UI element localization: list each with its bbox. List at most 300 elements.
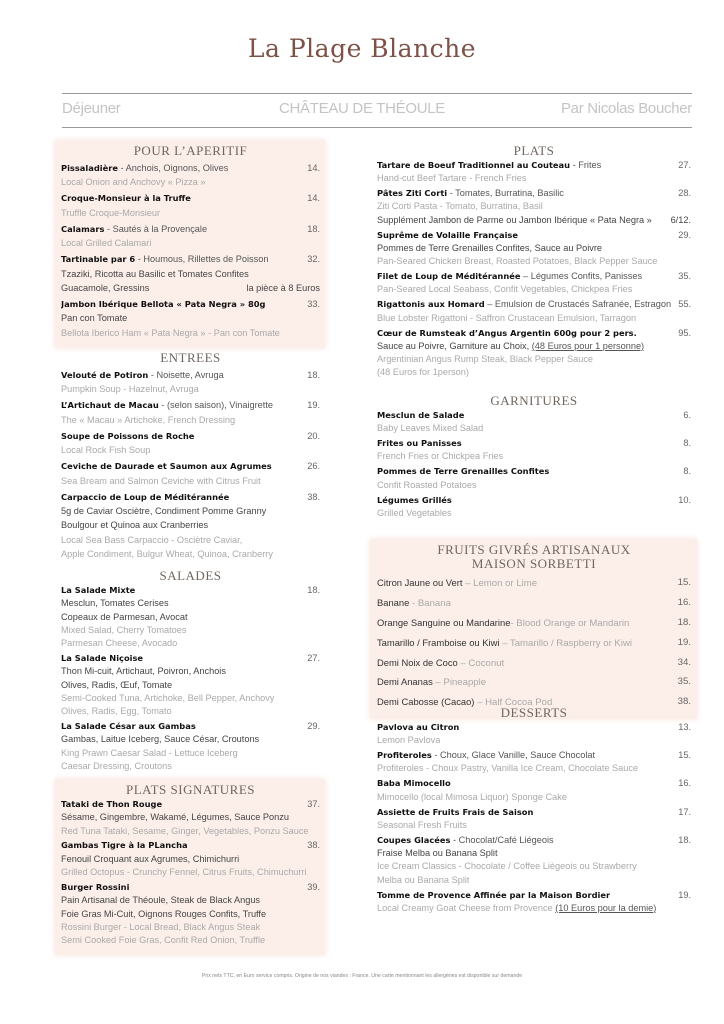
menu-item xyxy=(61,368,320,397)
menu-item-name: La Salade Niçoise xyxy=(61,653,144,664)
section-title-sub: MAISON SORBETTI xyxy=(471,556,597,571)
section-plats xyxy=(370,140,697,387)
english-translation xyxy=(61,474,261,488)
section-title-text: GARNITURES xyxy=(490,393,578,408)
menu-item-price: 6. xyxy=(683,410,691,420)
menu-item xyxy=(61,429,320,458)
menu-item-name: Tamarillo / Framboise ou Kiwi xyxy=(377,636,500,648)
line-text: The « Macau » Artichoke, French Dressing xyxy=(61,414,236,425)
menu-item-header xyxy=(377,673,691,691)
line-text: Hand-cut Beef Tartare - French Fries xyxy=(377,173,527,184)
menu-item xyxy=(377,749,691,776)
menu-item-name: Pâtes Ziti Corti xyxy=(377,188,448,199)
menu-item-text xyxy=(377,574,537,592)
line-text: Olives, Radis, Egg, Tomato xyxy=(61,706,172,717)
menu-item-header xyxy=(61,839,320,852)
section-title xyxy=(61,351,320,365)
line-text: Profiteroles - Choux Pastry, Vanilla Ice Cream, Chocolate Sauce xyxy=(377,763,639,774)
menu-item-line xyxy=(377,242,691,255)
menu-item-line xyxy=(377,507,691,520)
english-translation xyxy=(61,624,186,637)
menu-item-price: 19. xyxy=(677,636,691,648)
line-text: Guacamole, Gressins xyxy=(61,283,150,294)
french-description xyxy=(61,853,239,866)
menu-item-header xyxy=(377,834,691,847)
menu-item xyxy=(377,494,691,521)
french-description xyxy=(61,281,149,295)
menu-item-description: – Lemon or Lime xyxy=(462,578,538,589)
menu-item-line xyxy=(377,422,691,435)
menu-item xyxy=(61,584,320,650)
line-text: Local Sea Bass Carpaccio - Osciètre Caviar, xyxy=(61,534,243,545)
menu-item-text xyxy=(61,368,224,382)
english-translation xyxy=(61,921,260,934)
section-title-text: SALADES xyxy=(159,568,222,583)
english-translation xyxy=(61,637,177,650)
line-text: Pan con Tomate xyxy=(61,313,128,324)
menu-item-line xyxy=(377,791,691,804)
menu-item-name: Tartinable par 6 xyxy=(61,254,136,265)
menu-item-text xyxy=(377,634,632,652)
menu-item-description: - Tomates, Burratina, Basilic xyxy=(447,188,564,199)
menu-item-line xyxy=(61,311,320,325)
menu-item-text xyxy=(377,465,549,478)
meal-label: Déjeuner xyxy=(62,100,121,117)
menu-item-description: – Emulsion de Crustacés Safranée, Estragon xyxy=(484,299,672,310)
menu-item-line xyxy=(61,733,320,746)
menu-item-text xyxy=(377,409,464,422)
menu-item-description: - Banana xyxy=(409,597,451,609)
menu-item xyxy=(61,191,320,220)
venue-label: CHÂTEAU DE THÉOULE xyxy=(278,100,446,117)
english-translation xyxy=(61,825,309,838)
menu-item-line xyxy=(61,853,320,866)
section-title xyxy=(377,394,691,408)
menu-item-price: 27. xyxy=(307,653,320,664)
menu-item-price: 14. xyxy=(307,163,320,173)
line-text: (48 Euros for 1person) xyxy=(377,367,469,378)
line-text: Pommes de Terre Grenailles Confites, Sauce au Poivre xyxy=(377,242,603,253)
line-text: Sésame, Gingembre, Wakamé, Légumes, Sauce Ponzu xyxy=(61,812,289,823)
english-translation xyxy=(377,255,657,268)
menu-item-name: Pavlova au Citron xyxy=(377,722,460,732)
menu-item xyxy=(377,298,691,325)
menu-item-text xyxy=(61,490,229,504)
menu-item xyxy=(377,889,691,916)
menu-item-price: 55. xyxy=(678,299,691,310)
french-description xyxy=(61,597,169,610)
english-translation xyxy=(377,734,440,747)
menu-item-name: Mesclun de Salade xyxy=(377,410,465,420)
menu-item-name: Demi Noix de Coco xyxy=(377,656,458,668)
english-translation xyxy=(377,200,543,213)
menu-item xyxy=(377,614,691,632)
menu-item-price: 29. xyxy=(678,229,691,240)
menu-item-line xyxy=(61,504,320,518)
menu-item-text xyxy=(377,721,459,734)
line-text: Ziti Corti Pasta - Tomato, Burratina, Basil xyxy=(377,201,543,212)
line-text: Confit Roasted Potatoes xyxy=(377,479,477,490)
section-title-text: DESSERTS xyxy=(500,705,568,720)
menu-item-header xyxy=(61,297,320,311)
menu-item-line xyxy=(377,902,691,915)
menu-item-header xyxy=(377,187,691,200)
menu-item-line xyxy=(61,747,320,760)
menu-item-line xyxy=(61,760,320,773)
menu-item-name: Filet de Loup de Méditérannée xyxy=(377,271,521,282)
english-translation xyxy=(61,760,172,773)
section-aperitif xyxy=(55,140,325,348)
menu-item-header xyxy=(61,652,320,665)
french-description xyxy=(61,894,260,907)
french-description xyxy=(61,611,188,624)
menu-item-header xyxy=(377,634,691,652)
line-text: Fraise Melba ou Banana Split xyxy=(377,848,498,859)
menu-item-name: Baba Mimocello xyxy=(377,778,451,789)
menu-item-name: Demi Cabosse (Cacao) xyxy=(377,696,475,708)
french-description xyxy=(377,847,498,860)
english-translation xyxy=(61,705,172,718)
menu-item xyxy=(61,297,320,340)
section-title-text: FRUITS GIVRÉS ARTISANAUX xyxy=(437,542,631,557)
menu-item-text xyxy=(377,673,486,691)
section-title-text: PLATS xyxy=(513,143,555,158)
menu-item-header xyxy=(61,429,320,443)
menu-item-description: - Chocolat/Café Liégeois xyxy=(450,834,554,845)
menu-item xyxy=(377,465,691,492)
menu-item-text xyxy=(377,777,451,790)
menu-item-price: 34. xyxy=(677,656,691,668)
english-translation xyxy=(61,382,199,396)
english-translation xyxy=(377,450,503,463)
menu-item-header xyxy=(61,881,320,894)
french-description xyxy=(61,733,259,746)
menu-item xyxy=(61,459,320,488)
menu-item xyxy=(377,594,691,612)
line-text: Grilled Vegetables xyxy=(377,507,452,518)
menu-item-line xyxy=(61,934,320,947)
menu-item-text xyxy=(61,398,273,412)
menu-item-name: Citron Jaune ou Vert xyxy=(377,577,463,588)
menu-item-text xyxy=(61,584,135,597)
menu-item-text xyxy=(377,614,629,632)
line-text: Foie Gras Mi-Cuit, Oignons Rouges Confits, Truffe xyxy=(61,908,267,919)
line-text: Local Onion and Anchovy « Pizza » xyxy=(61,177,206,188)
line-text: Gambas, Laitue Iceberg, Sauce César, Croutons xyxy=(61,734,260,745)
chef-label: Par Nicolas Boucher xyxy=(560,100,692,117)
menu-item-description: - Choux, Glace Vanille, Sauce Chocolat xyxy=(431,750,596,761)
menu-item-text xyxy=(377,270,642,283)
section-title xyxy=(377,543,691,571)
menu-item-text xyxy=(61,252,268,266)
menu-item-price: 38. xyxy=(677,696,691,708)
menu-item-line xyxy=(61,679,320,692)
menu-item-text xyxy=(377,749,595,762)
menu-item-header xyxy=(61,798,320,811)
english-translation xyxy=(377,874,469,887)
line-text: Sauce au Poivre, Garniture au Choix, xyxy=(377,340,532,351)
menu-item-name: Assiette de Fruits Frais de Saison xyxy=(377,806,534,817)
line-text: French Fries or Chickpea Fries xyxy=(377,451,504,462)
menu-item-text xyxy=(61,429,194,443)
menu-item-price: 8. xyxy=(683,438,691,449)
menu-item-text xyxy=(61,161,228,175)
menu-item-price: 15. xyxy=(678,750,691,761)
menu-item-line xyxy=(61,326,320,340)
menu-item-header xyxy=(61,222,320,236)
menu-item-line xyxy=(377,847,691,860)
menu-item-line xyxy=(377,366,691,379)
menu-item xyxy=(377,270,691,297)
line-text: Local Creamy Goat Cheese from Provence xyxy=(377,902,556,913)
menu-item-name: Coupes Glacées xyxy=(377,834,451,845)
menu-item-price: 18. xyxy=(678,834,691,845)
menu-item-header xyxy=(377,437,691,450)
line-text: Olives, Radis, Œuf, Tomate xyxy=(61,679,173,690)
menu-item-name: Frites ou Panisses xyxy=(377,438,462,449)
section-title xyxy=(61,783,320,797)
french-description xyxy=(61,267,249,281)
line-text: Pan-Seared Local Seabass, Confit Vegetables, Chickpea Fries xyxy=(377,284,633,295)
menu-item-name: Suprême de Volaille Française xyxy=(377,229,518,240)
menu-item-text xyxy=(377,437,462,450)
menu-item-line xyxy=(377,819,691,832)
line-text: Pumpkin Soup - Hazelnut, Avruga xyxy=(61,384,199,395)
english-translation xyxy=(377,422,483,435)
menu-item-header xyxy=(61,398,320,412)
line-text: Pain Artisanal de Théoule, Steak de Black Angus xyxy=(61,895,261,906)
line-price-note: la pièce à 8 Euros xyxy=(246,283,320,294)
divider-top xyxy=(62,93,692,94)
menu-item-price: 33. xyxy=(307,299,320,310)
menu-item-price: 95. xyxy=(678,327,691,338)
menu-item-price: 20. xyxy=(307,430,320,441)
menu-item-header xyxy=(377,777,691,790)
menu-item-header xyxy=(377,327,691,340)
english-translation xyxy=(377,312,636,325)
section-title-text: PLATS SIGNATURES xyxy=(126,782,255,797)
menu-item xyxy=(377,654,691,672)
menu-item-line xyxy=(377,874,691,887)
line-text: Semi-Cooked Tuna, Artichoke, Bell Pepper, Anchovy xyxy=(61,692,275,703)
section-desserts xyxy=(370,702,697,923)
menu-item-price: 13. xyxy=(678,722,691,732)
menu-item-text xyxy=(377,494,452,507)
menu-item-price: 18. xyxy=(307,370,320,380)
menu-item-header xyxy=(61,720,320,733)
section-title-text: ENTREES xyxy=(160,350,221,365)
section-title xyxy=(61,569,320,583)
line-text: Mesclun, Tomates Cerises xyxy=(61,598,169,609)
menu-item-header xyxy=(377,806,691,819)
menu-item xyxy=(377,634,691,652)
menu-item-line xyxy=(61,811,320,824)
menu-item xyxy=(377,834,691,887)
line-text: Baby Leaves Mixed Salad xyxy=(377,423,484,434)
english-translation xyxy=(61,533,242,547)
menu-item-description: - Blood Orange or Mandarin xyxy=(510,617,630,629)
line-text: Argentinian Angus Rump Steak, Black Pepper Sauce xyxy=(377,354,594,365)
menu-item-line xyxy=(377,340,691,353)
line-text: Parmesan Cheese, Avocado xyxy=(61,638,178,649)
menu-item-price: 14. xyxy=(307,193,320,204)
menu-item-text xyxy=(61,222,207,236)
menu-item-header xyxy=(377,465,691,478)
menu-item xyxy=(377,777,691,804)
line-text: Mixed Salad, Cherry Tomatoes xyxy=(61,624,187,635)
line-text: Seasonal Fresh Fruits xyxy=(377,819,467,830)
english-translation xyxy=(377,366,469,379)
menu-item-name: Tataki de Thon Rouge xyxy=(61,799,163,809)
menu-item-header xyxy=(61,584,320,597)
english-translation xyxy=(61,326,280,340)
menu-item-line xyxy=(61,533,320,547)
french-description xyxy=(61,665,226,678)
menu-item-line xyxy=(377,479,691,492)
menu-item-header xyxy=(377,889,691,902)
menu-item-text xyxy=(61,798,162,811)
menu-item-description: - Anchois, Oignons, Olives xyxy=(117,163,229,173)
line-text: Mimocello (local Mimosa Liquor) Sponge Cake xyxy=(377,791,567,802)
restaurant-title: La Plage Blanche xyxy=(247,34,477,63)
divider-bottom xyxy=(62,127,692,128)
line-text: Blue Lobster Rigattoni - Saffron Crustacean Emulsion, Tarragon xyxy=(377,312,637,323)
menu-item-price: 10. xyxy=(678,494,691,505)
menu-item xyxy=(61,490,320,562)
section-signatures xyxy=(55,779,325,955)
menu-item-header xyxy=(61,191,320,205)
menu-item xyxy=(61,398,320,427)
english-translation xyxy=(377,172,526,185)
menu-item-header xyxy=(61,252,320,266)
menu-item-line xyxy=(61,518,320,532)
french-description xyxy=(377,340,644,353)
menu-item-description: - Houmous, Rillettes de Poisson xyxy=(135,254,269,265)
menu-item-price: 16. xyxy=(678,778,691,789)
menu-item-line xyxy=(377,200,691,213)
menu-item-description: – Coconut xyxy=(457,657,505,669)
line-text: Local Grilled Calamari xyxy=(61,238,152,249)
french-description xyxy=(61,679,172,692)
line-text: Fenouil Croquant aux Agrumes, Chimichurri xyxy=(61,853,240,864)
menu-item-name: Jambon Ibérique Bellota « Pata Negra » 80g xyxy=(61,299,266,310)
menu-item-text xyxy=(377,327,637,340)
line-text: Apple Condiment, Bulgur Wheat, Quinoa, Cranberry xyxy=(61,549,273,560)
menu-item-text xyxy=(377,889,610,902)
menu-item-name: Gambas Tigre à la PLancha xyxy=(61,840,188,851)
price-note: (10 Euros pour la demie) xyxy=(555,902,657,913)
menu-item-line xyxy=(61,825,320,838)
menu-item-name: Burger Rossini xyxy=(61,881,130,892)
menu-item xyxy=(61,161,320,190)
menu-item-description: - (selon saison), Vinaigrette xyxy=(158,400,274,411)
english-translation xyxy=(377,283,632,296)
menu-item-line xyxy=(61,692,320,705)
menu-item-line xyxy=(377,860,691,873)
english-translation xyxy=(61,413,235,427)
section-entrees xyxy=(55,347,325,569)
line-text: Caesar Dressing, Croutons xyxy=(61,761,172,772)
english-translation xyxy=(377,791,567,804)
menu-item-line xyxy=(61,474,320,488)
menu-item-line xyxy=(377,172,691,185)
menu-item-header xyxy=(377,614,691,632)
menu-item-name: Ceviche de Daurade et Saumon aux Agrumes xyxy=(61,461,272,472)
menu-item-line xyxy=(61,866,320,879)
menu-item-line xyxy=(377,353,691,366)
menu-item xyxy=(61,252,320,295)
english-translation xyxy=(61,934,265,947)
menu-item-header xyxy=(377,409,691,422)
menu-item-price: 18. xyxy=(677,616,691,628)
english-translation xyxy=(377,353,593,366)
english-translation xyxy=(377,762,638,775)
english-translation xyxy=(61,206,160,220)
menu-item xyxy=(377,673,691,691)
menu-item-name: Pommes de Terre Grenailles Confites xyxy=(377,466,550,477)
french-description xyxy=(61,908,266,921)
menu-item-line xyxy=(377,734,691,747)
menu-item-line xyxy=(377,214,691,227)
menu-item-text xyxy=(377,229,518,242)
menu-item-header xyxy=(377,270,691,283)
menu-item-price: 27. xyxy=(678,160,691,170)
english-translation xyxy=(377,902,656,915)
section-garnitures xyxy=(370,390,697,528)
menu-item-price: 18. xyxy=(307,223,320,234)
french-description xyxy=(61,518,208,532)
menu-item-name: La Salade Mixte xyxy=(61,585,136,595)
menu-item-text xyxy=(61,297,266,311)
line-text: Melba ou Banana Split xyxy=(377,874,470,885)
menu-item-header xyxy=(377,159,691,172)
english-translation xyxy=(61,866,307,879)
menu-item-text xyxy=(61,720,196,733)
menu-item-description: – Half Cocoa Pod xyxy=(474,697,553,709)
menu-item xyxy=(377,574,691,592)
section-title xyxy=(377,706,691,720)
menu-item-name: Pissaladière xyxy=(61,163,118,173)
menu-item-price: 38. xyxy=(307,840,320,851)
menu-item-name: La Salade César aux Gambas xyxy=(61,721,196,732)
menu-item-text xyxy=(61,191,191,205)
menu-item-price: 35. xyxy=(678,271,691,282)
menu-item-text xyxy=(377,834,554,847)
menu-item xyxy=(377,409,691,436)
menu-item xyxy=(61,881,320,947)
line-text: King Prawn Caesar Salad - Lettuce Iceberg xyxy=(61,747,238,758)
menu-item-line xyxy=(61,597,320,610)
menu-item-text xyxy=(61,881,129,894)
menu-item-price: 38. xyxy=(307,491,320,502)
menu-item-name: Orange Sanguine ou Mandarine xyxy=(377,616,511,628)
menu-item xyxy=(377,187,691,227)
line-text: Sea Bream and Salmon Ceviche with Citrus Fruit xyxy=(61,475,261,486)
menu-item-text xyxy=(377,159,601,172)
section-title-text: POUR L’APERITIF xyxy=(133,143,248,158)
menu-item-price: 29. xyxy=(307,721,320,732)
line-text: Tzaziki, Ricotta au Basilic et Tomates Confites xyxy=(61,268,249,279)
line-text: Copeaux de Parmesan, Avocat xyxy=(61,611,188,622)
english-translation xyxy=(61,443,150,457)
menu-item xyxy=(61,652,320,718)
menu-item xyxy=(61,798,320,838)
menu-item-header xyxy=(377,298,691,311)
menu-item-name: Légumes Grillés xyxy=(377,494,452,505)
french-description xyxy=(377,214,652,227)
menu-item-line xyxy=(61,894,320,907)
menu-item-line xyxy=(61,921,320,934)
